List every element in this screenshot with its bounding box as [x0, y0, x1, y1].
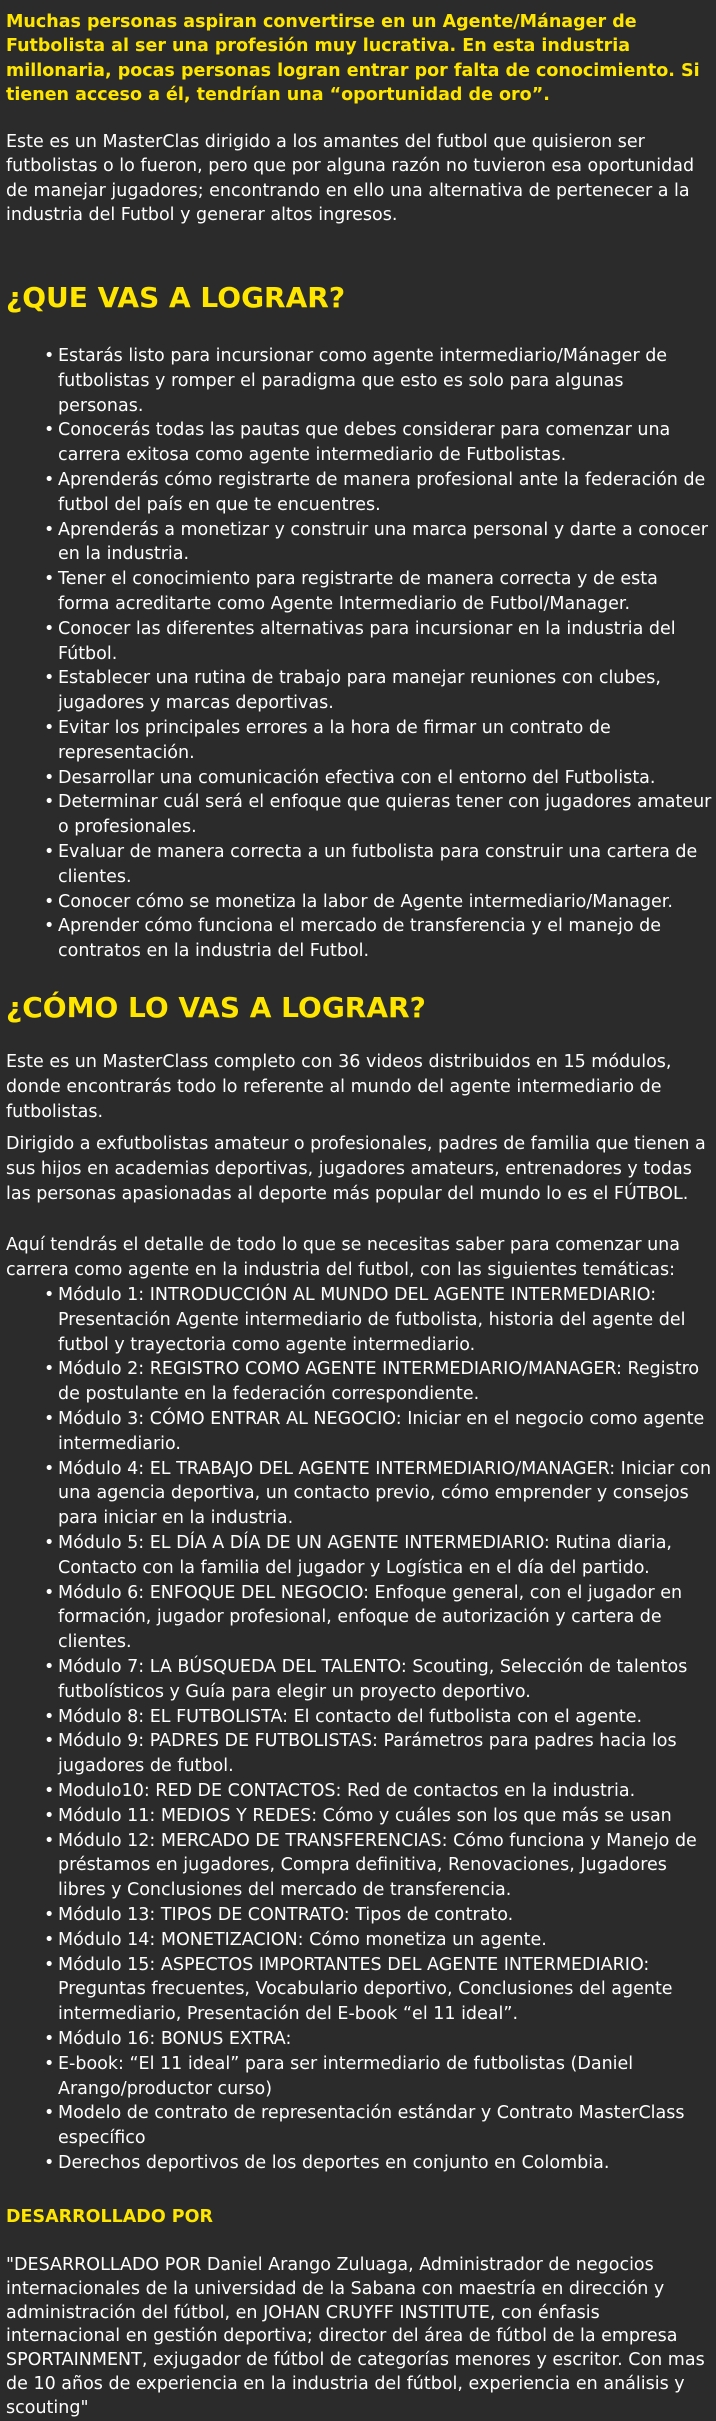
module-list-item: • Módulo 16: BONUS EXTRA: — [44, 2027, 712, 2052]
goal-list-item: • Estarás listo para incursionar como agente intermediario/Mánager de futbolistas y romper el paradigma que esto es solo para algunas personas. — [44, 344, 712, 418]
goal-list-item: • Establecer una rutina de trabajo para manejar reuniones con clubes, jugadores y marcas deportivas. — [44, 666, 712, 716]
section-heading-como-lo-vas-a-lograr: ¿CÓMO LO VAS A LOGRAR? — [6, 991, 426, 1024]
goal-list-item: • Conocer cómo se monetiza la labor de Agente intermediario/Manager. — [44, 890, 712, 915]
module-list-item: • Módulo 7: LA BÚSQUEDA DEL TALENTO: Scouting, Selección de talentos futbolísticos y Guía para elegir un proyecto deportivo. — [44, 1655, 712, 1705]
module-list-item: • Módulo 5: EL DÍA A DÍA DE UN AGENTE INTERMEDIARIO: Rutina diaria, Contacto con la familia del jugador y Logística en el día del partido. — [44, 1531, 712, 1581]
como-paragraph-3: Aquí tendrás el detalle de todo lo que se necesitas saber para comenzar una carrera como agente en la industria del futbol, con las siguientes temáticas: — [6, 1235, 680, 1280]
module-list-item: • Módulo 13: TIPOS DE CONTRATO: Tipos de contrato. — [44, 1903, 712, 1928]
modules-list — [44, 1283, 712, 2176]
module-list-item: • Modulo10: RED DE CONTACTOS: Red de contactos en la industria. — [44, 1779, 712, 1804]
module-list-item: • Derechos deportivos de los deportes en conjunto en Colombia. — [44, 2151, 712, 2176]
module-list-item: • Módulo 15: ASPECTOS IMPORTANTES DEL AGENTE INTERMEDIARIO: Preguntas frecuentes, Vocabulario deportivo, Conclusiones del agente intermediario, Presentación del E-book “el 11 ideal”. — [44, 1953, 712, 2027]
goal-list-item: • Evitar los principales errores a la hora de firmar un contrato de representación. — [44, 716, 712, 766]
module-list-item: • Módulo 4: EL TRABAJO DEL AGENTE INTERMEDIARIO/MANAGER: Iniciar con una agencia deportiva, un contacto previo, cómo emprender y consejos para iniciar en la industria. — [44, 1457, 712, 1531]
module-list-item: • Módulo 8: EL FUTBOLISTA: El contacto del futbolista con el agente. — [44, 1705, 712, 1730]
module-list-item: • Módulo 14: MONETIZACION: Cómo monetiza un agente. — [44, 1928, 712, 1953]
goal-list-item: • Conocer las diferentes alternativas para incursionar en la industria del Fútbol. — [44, 617, 712, 667]
module-list-item: • Módulo 11: MEDIOS Y REDES: Cómo y cuáles son los que más se usan — [44, 1804, 712, 1829]
intro-description: Este es un MasterClas dirigido a los amantes del futbol que quisieron ser futbolistas o lo fueron, pero que por alguna razón no tuvieron esa oportunidad de manejar jugadores; encontrando en ello una alternativa de pertenecer a la industria del Futbol y generar altos ingresos. — [6, 132, 695, 226]
como-paragraph-1: Este es un MasterClass completo con 36 videos distribuidos en 15 módulos, donde encontrarás todo lo referente al mundo del agente intermediario de futbolistas. — [6, 1052, 672, 1122]
goal-list-item: • Conocerás todas las pautas que debes considerar para comenzar una carrera exitosa como agente intermediario de Futbolistas. — [44, 418, 712, 468]
module-list-item: • Módulo 1: INTRODUCCIÓN AL MUNDO DEL AGENTE INTERMEDIARIO: Presentación Agente intermediario de futbolista, historia del agente del futbol y trayectoria como agente intermediario. — [44, 1283, 712, 1357]
goal-list-item: • Desarrollar una comunicación efectiva con el entorno del Futbolista. — [44, 766, 712, 791]
goal-list-item: • Evaluar de manera correcta a un futbolista para construir una cartera de clientes. — [44, 840, 712, 890]
module-list-item: • Modelo de contrato de representación estándar y Contrato MasterClass específico — [44, 2101, 712, 2151]
module-list-item: • Módulo 2: REGISTRO COMO AGENTE INTERMEDIARIO/MANAGER: Registro de postulante en la federación correspondiente. — [44, 1357, 712, 1407]
module-list-item: • Módulo 12: MERCADO DE TRANSFERENCIAS: Cómo funciona y Manejo de préstamos en jugadores, Compra definitiva, Renovaciones, Jugadores libres y Conclusiones del mercado de transferencia. — [44, 1829, 712, 1903]
intro-highlight: Muchas personas aspiran convertirse en un Agente/Mánager de Futbolista al ser una profesión muy lucrativa. En esta industria millonaria, pocas personas logran entrar por falta de conocimiento. Si tienen acceso a él, tendrían una “oportunidad de oro”. — [6, 12, 700, 105]
author-bio: "DESARROLLADO POR Daniel Arango Zuluaga, Administrador de negocios internacionales de la universidad de la Sabana con maestría en dirección y administración del fútbol, en JOHAN CRUYFF INSTITUTE, con énfasis internacional en gestión deportiva; director del área de fútbol de la empresa SPORTAINMENT, exjugador de fútbol de categorías menores y escritor. Con mas de 10 años de experiencia en la industria del fútbol, experiencia en análisis y scouting" — [6, 2255, 705, 2418]
module-list-item: • Módulo 9: PADRES DE FUTBOLISTAS: Parámetros para padres hacia los jugadores de futbol. — [44, 1729, 712, 1779]
goal-list-item: • Tener el conocimiento para registrarte de manera correcta y de esta forma acreditarte como Agente Intermediario de Futbol/Manager. — [44, 567, 712, 617]
goal-list-item: • Aprender cómo funciona el mercado de transferencia y el manejo de contratos en la industria del Futbol. — [44, 914, 712, 964]
como-paragraph-2: Dirigido a exfutbolistas amateur o profesionales, padres de familia que tienen a sus hijos en academias deportivas, jugadores amateurs, entrenadores y todas las personas apasionadas al deporte más popular del mundo lo es el FÚTBOL. — [6, 1134, 706, 1204]
module-list-item: • E-book: “El 11 ideal” para ser intermediario de futbolistas (Daniel Arango/productor curso) — [44, 2052, 712, 2102]
goal-list-item: • Aprenderás a monetizar y construir una marca personal y darte a conocer en la industria. — [44, 518, 712, 568]
section-heading-que-vas-a-lograr: ¿QUE VAS A LOGRAR? — [6, 281, 346, 314]
section-heading-desarrollado-por: DESARROLLADO POR — [6, 2207, 213, 2227]
module-list-item: • Módulo 6: ENFOQUE DEL NEGOCIO: Enfoque general, con el jugador en formación, jugador profesional, enfoque de autorización y cartera de clientes. — [44, 1581, 712, 1655]
goal-list-item: • Determinar cuál será el enfoque que quieras tener con jugadores amateur o profesionales. — [44, 790, 712, 840]
goals-list — [44, 344, 712, 964]
module-list-item: • Módulo 3: CÓMO ENTRAR AL NEGOCIO: Iniciar en el negocio como agente intermediario. — [44, 1407, 712, 1457]
goal-list-item: • Aprenderás cómo registrarte de manera profesional ante la federación de futbol del país en que te encuentres. — [44, 468, 712, 518]
